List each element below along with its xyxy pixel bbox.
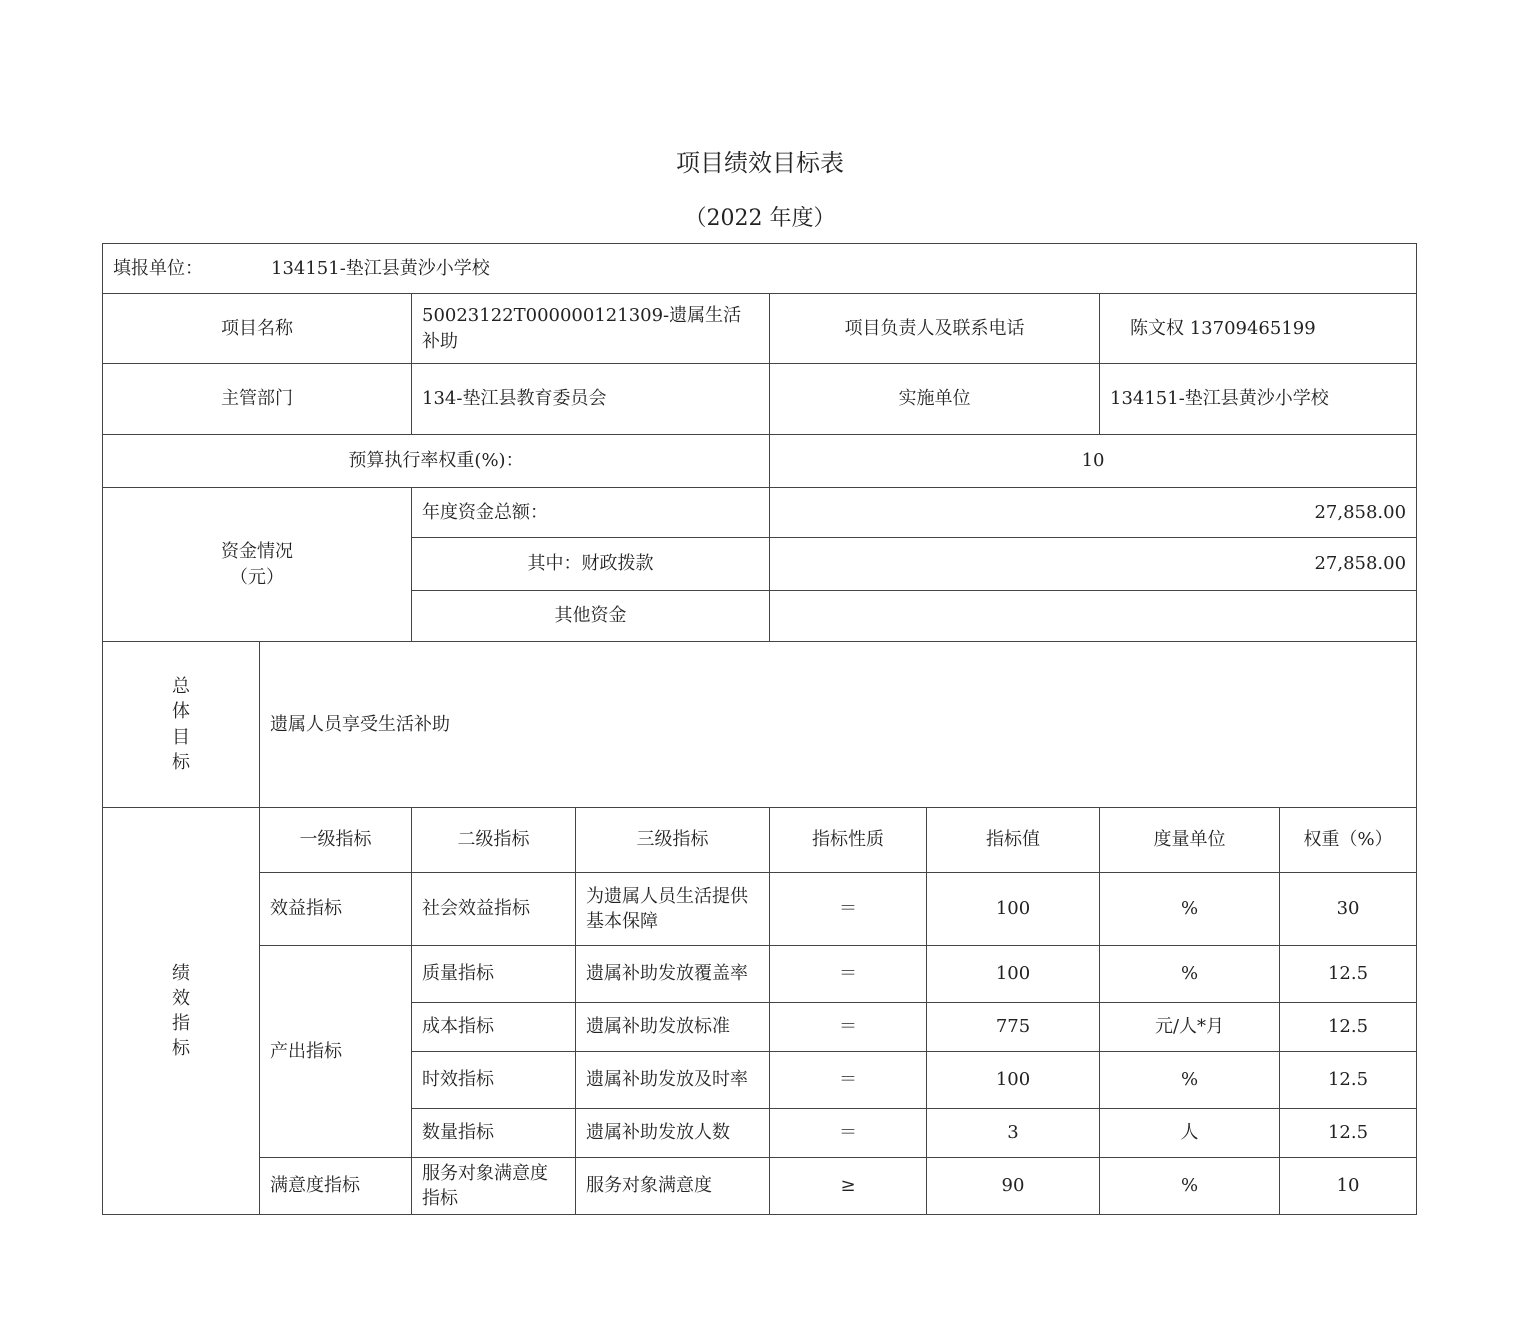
dept-label: 主管部门	[103, 364, 412, 435]
header-level3: 三级指标	[576, 808, 770, 873]
budget-weight-label: 预算执行率权重(%)：	[103, 435, 770, 488]
level1-cell: 满意度指标	[260, 1158, 412, 1215]
dept-row	[103, 364, 1417, 435]
budget-weight-value: 10	[770, 435, 1417, 488]
performance-target-table	[102, 243, 1417, 1215]
weight-cell: 10	[1280, 1158, 1417, 1215]
header-level2: 二级指标	[412, 808, 576, 873]
project-name-value: 50023122T000000121309-遗属生活补助	[412, 294, 770, 364]
dept-value: 134-垫江县教育委员会	[412, 364, 770, 435]
unit-cell: %	[1100, 1052, 1280, 1109]
unit-cell: %	[1100, 946, 1280, 1003]
weight-cell: 30	[1280, 873, 1417, 946]
overall-target-row	[103, 642, 1417, 808]
nature-cell: ＝	[770, 1109, 927, 1158]
nature-cell: ＝	[770, 1003, 927, 1052]
level3-cell: 服务对象满意度	[576, 1158, 770, 1215]
header-nature: 指标性质	[770, 808, 927, 873]
funds-label-line2: （元）	[230, 566, 284, 588]
unit-cell: %	[1100, 873, 1280, 946]
unit-cell: 人	[1100, 1109, 1280, 1158]
level3-cell: 遗属补助发放人数	[576, 1109, 770, 1158]
value-cell: 3	[927, 1109, 1100, 1158]
value-cell: 100	[927, 873, 1100, 946]
level3-cell: 遗属补助发放标准	[576, 1003, 770, 1052]
funds-other-value	[770, 591, 1417, 642]
impl-value: 134151-垫江县黄沙小学校	[1100, 364, 1417, 435]
project-name-label: 项目名称	[103, 294, 412, 364]
weight-cell: 12.5	[1280, 1003, 1417, 1052]
level1-cell: 产出指标	[260, 946, 412, 1158]
funds-label	[103, 488, 412, 642]
funds-other-label: 其他资金	[412, 591, 770, 642]
level3-cell: 遗属补助发放及时率	[576, 1052, 770, 1109]
unit-cell: %	[1100, 1158, 1280, 1215]
value-cell: 100	[927, 1052, 1100, 1109]
contact-label: 项目负责人及联系电话	[770, 294, 1100, 364]
table-row	[103, 946, 1417, 1003]
page-subtitle-year: （2022 年度）	[684, 206, 836, 231]
overall-target-value: 遗属人员享受生活补助	[260, 642, 1417, 808]
table-row	[103, 1158, 1417, 1215]
performance-indicator-label: 绩 效 指 标	[103, 808, 260, 1215]
level3-cell: 遗属补助发放覆盖率	[576, 946, 770, 1003]
page-title: 项目绩效目标表	[676, 149, 844, 177]
nature-cell: ＝	[770, 873, 927, 946]
weight-cell: 12.5	[1280, 946, 1417, 1003]
contact-value: 陈文权 13709465199	[1100, 294, 1417, 364]
level3-cell: 为遗属人员生活提供基本保障	[576, 873, 770, 946]
weight-cell: 12.5	[1280, 1109, 1417, 1158]
level2-cell: 时效指标	[412, 1052, 576, 1109]
header-value: 指标值	[927, 808, 1100, 873]
funds-fiscal-value: 27,858.00	[770, 538, 1417, 591]
project-row	[103, 294, 1417, 364]
value-cell: 775	[927, 1003, 1100, 1052]
level2-cell: 成本指标	[412, 1003, 576, 1052]
level2-cell: 服务对象满意度指标	[412, 1158, 576, 1215]
unit-cell	[103, 244, 1417, 294]
funds-total-row	[103, 488, 1417, 538]
table-row	[103, 873, 1417, 946]
weight-cell: 12.5	[1280, 1052, 1417, 1109]
overall-target-label: 总 体 目 标	[103, 642, 260, 808]
funds-total-value: 27,858.00	[770, 488, 1417, 538]
header-unit: 度量单位	[1100, 808, 1280, 873]
unit-value: 134151-垫江县黄沙小学校	[271, 257, 490, 279]
nature-cell: ≥	[770, 1158, 927, 1215]
level2-cell: 数量指标	[412, 1109, 576, 1158]
funds-fiscal-label: 其中：财政拨款	[412, 538, 770, 591]
nature-cell: ＝	[770, 1052, 927, 1109]
indicator-header-row	[103, 808, 1417, 873]
impl-label: 实施单位	[770, 364, 1100, 435]
unit-row	[103, 244, 1417, 294]
header-level1: 一级指标	[260, 808, 412, 873]
level1-cell: 效益指标	[260, 873, 412, 946]
header-weight: 权重（%）	[1280, 808, 1417, 873]
value-cell: 90	[927, 1158, 1100, 1215]
unit-cell: 元/人*月	[1100, 1003, 1280, 1052]
level2-cell: 社会效益指标	[412, 873, 576, 946]
nature-cell: ＝	[770, 946, 927, 1003]
funds-label-line1: 资金情况	[221, 541, 293, 563]
funds-total-label: 年度资金总额：	[412, 488, 770, 538]
unit-label: 填报单位：	[113, 257, 203, 279]
value-cell: 100	[927, 946, 1100, 1003]
level2-cell: 质量指标	[412, 946, 576, 1003]
budget-weight-row	[103, 435, 1417, 488]
